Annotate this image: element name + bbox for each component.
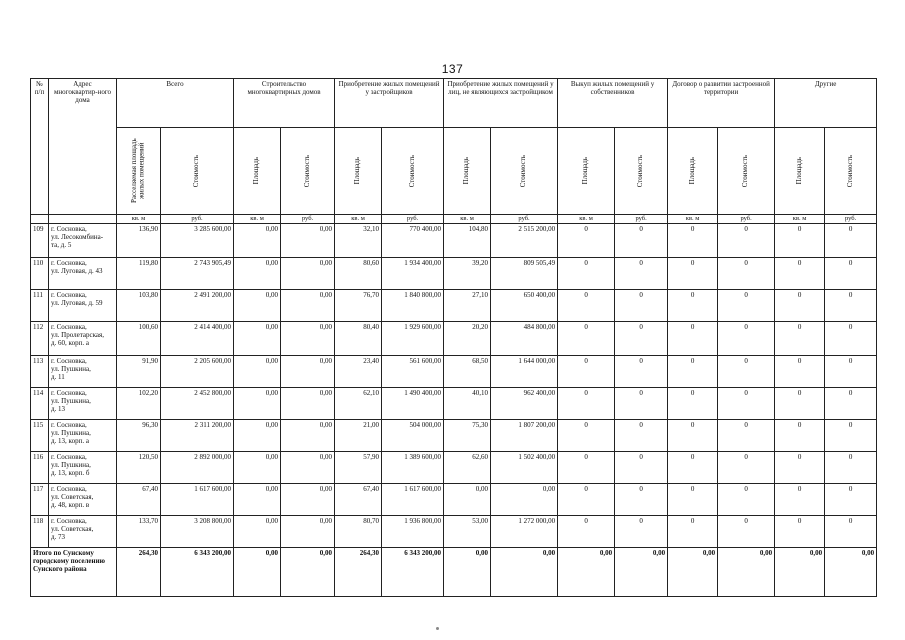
row-value: 0 <box>825 356 877 388</box>
row-value: 0 <box>775 420 825 452</box>
row-value: 0 <box>615 356 668 388</box>
row-value: 1 617 600,00 <box>382 484 444 516</box>
unit-cell: кв. м <box>117 215 161 224</box>
row-address: г. Сосновка, ул. Советская, д. 48, корп. в <box>49 484 117 516</box>
unit-cell: кв. м <box>775 215 825 224</box>
row-value: 39,20 <box>444 258 491 290</box>
row-value: 0 <box>615 258 668 290</box>
row-value: 0 <box>775 258 825 290</box>
row-value: 0 <box>718 258 775 290</box>
row-value: 57,90 <box>335 452 382 484</box>
total-label: Итого по Сунскому городскому поселению Сунского района <box>31 548 117 597</box>
unit-cell: кв. м <box>668 215 718 224</box>
total-value: 264,30 <box>117 548 161 597</box>
header-sub: Стоимость <box>161 128 234 215</box>
row-address: г. Сосновка, ул. Советская, д. 73 <box>49 516 117 548</box>
row-address: г. Сосновка, ул. Луговая, д. 59 <box>49 290 117 322</box>
row-value: 1 389 600,00 <box>382 452 444 484</box>
total-value: 0,00 <box>491 548 558 597</box>
total-value: 0,00 <box>558 548 615 597</box>
header-sub: Стоимость <box>491 128 558 215</box>
row-number: 109 <box>31 224 49 258</box>
header-group-development-contract: Договор о развитии застроенной территории <box>668 79 775 128</box>
header-group-purchase-other: Приобретение жилых помещений у лиц, не являющихся застройщиком <box>444 79 558 128</box>
row-value: 0,00 <box>234 484 281 516</box>
row-address: г. Сосновка, ул. Луговая, д. 43 <box>49 258 117 290</box>
row-value: 770 400,00 <box>382 224 444 258</box>
row-value: 0,00 <box>491 484 558 516</box>
table-row <box>31 290 877 322</box>
row-value: 0 <box>558 388 615 420</box>
row-value: 53,00 <box>444 516 491 548</box>
row-value: 0 <box>775 290 825 322</box>
unit-cell: кв. м <box>444 215 491 224</box>
table-row <box>31 452 877 484</box>
row-value: 0 <box>718 322 775 356</box>
header-group-row <box>31 79 877 128</box>
row-value: 0 <box>775 452 825 484</box>
row-number: 114 <box>31 388 49 420</box>
row-value: 0 <box>718 452 775 484</box>
row-value: 0 <box>615 484 668 516</box>
table-row <box>31 420 877 452</box>
row-value: 40,10 <box>444 388 491 420</box>
row-address: г. Сосновка, ул. Лесокомбина- та, д. 5 <box>49 224 117 258</box>
row-value: 0 <box>668 388 718 420</box>
header-sub: Площадь <box>335 128 382 215</box>
row-value: 0 <box>718 516 775 548</box>
row-value: 0,00 <box>234 356 281 388</box>
unit-cell: руб. <box>718 215 775 224</box>
header-sub: Площадь <box>234 128 281 215</box>
row-value: 0 <box>615 224 668 258</box>
row-value: 0 <box>775 484 825 516</box>
row-value: 2 205 600,00 <box>161 356 234 388</box>
row-value: 91,90 <box>117 356 161 388</box>
row-value: 0,00 <box>234 224 281 258</box>
row-value: 133,70 <box>117 516 161 548</box>
row-address: г. Сосновка, ул. Пушкина, д. 13, корп. а <box>49 420 117 452</box>
row-address: г. Сосновка, ул. Пушкина, д. 13, корп. б <box>49 452 117 484</box>
row-value: 102,20 <box>117 388 161 420</box>
total-value: 0,00 <box>775 548 825 597</box>
row-value: 1 840 800,00 <box>382 290 444 322</box>
row-value: 2 892 000,00 <box>161 452 234 484</box>
header-sub: Расселяемая площадь жилых помещений <box>117 128 161 215</box>
row-value: 0 <box>558 516 615 548</box>
row-value: 0 <box>558 322 615 356</box>
row-value: 0 <box>615 420 668 452</box>
row-value: 0 <box>718 388 775 420</box>
row-value: 0 <box>825 322 877 356</box>
row-number: 118 <box>31 516 49 548</box>
row-value: 561 600,00 <box>382 356 444 388</box>
row-value: 0 <box>825 388 877 420</box>
row-address: г. Сосновка, ул. Пушкина, д. 11 <box>49 356 117 388</box>
row-value: 0 <box>825 290 877 322</box>
unit-cell: руб. <box>382 215 444 224</box>
row-value: 80,70 <box>335 516 382 548</box>
row-value: 809 505,49 <box>491 258 558 290</box>
row-value: 2 743 905,49 <box>161 258 234 290</box>
header-group-total: Всего <box>117 79 234 128</box>
row-value: 0,00 <box>281 356 335 388</box>
row-value: 0 <box>775 516 825 548</box>
row-value: 0,00 <box>234 516 281 548</box>
row-value: 20,20 <box>444 322 491 356</box>
row-value: 104,80 <box>444 224 491 258</box>
unit-cell: кв. м <box>558 215 615 224</box>
row-value: 1 807 200,00 <box>491 420 558 452</box>
row-value: 0 <box>615 388 668 420</box>
header-sub: Площадь <box>775 128 825 215</box>
row-value: 0 <box>558 290 615 322</box>
row-value: 0 <box>825 258 877 290</box>
row-value: 136,90 <box>117 224 161 258</box>
row-value: 0 <box>775 388 825 420</box>
row-value: 119,80 <box>117 258 161 290</box>
total-value: 0,00 <box>615 548 668 597</box>
total-value: 0,00 <box>718 548 775 597</box>
row-value: 0 <box>825 452 877 484</box>
table-row <box>31 484 877 516</box>
row-value: 0 <box>558 258 615 290</box>
row-value: 1 644 000,00 <box>491 356 558 388</box>
row-value: 0 <box>718 356 775 388</box>
table-row <box>31 322 877 356</box>
row-value: 0,00 <box>234 258 281 290</box>
total-row <box>31 548 877 597</box>
row-value: 650 400,00 <box>491 290 558 322</box>
row-value: 62,10 <box>335 388 382 420</box>
total-value: 0,00 <box>234 548 281 597</box>
row-value: 2 452 800,00 <box>161 388 234 420</box>
unit-cell: руб. <box>281 215 335 224</box>
unit-cell: руб. <box>161 215 234 224</box>
page-number: 137 <box>441 62 464 76</box>
row-value: 0 <box>668 356 718 388</box>
row-value: 1 490 400,00 <box>382 388 444 420</box>
row-value: 0 <box>558 420 615 452</box>
row-value: 0,00 <box>281 224 335 258</box>
row-value: 0 <box>668 224 718 258</box>
row-value: 0 <box>558 484 615 516</box>
header-sub: Стоимость <box>382 128 444 215</box>
row-value: 0 <box>668 258 718 290</box>
row-number: 110 <box>31 258 49 290</box>
header-num: № п/п <box>31 79 49 215</box>
row-value: 0,00 <box>281 258 335 290</box>
row-value: 0 <box>615 290 668 322</box>
row-value: 0 <box>825 484 877 516</box>
total-value: 6 343 200,00 <box>382 548 444 597</box>
row-value: 0,00 <box>281 388 335 420</box>
header-group-purchase-developer: Приобретение жилых помещений у застройщиков <box>335 79 444 128</box>
row-value: 0,00 <box>234 322 281 356</box>
row-value: 23,40 <box>335 356 382 388</box>
table-row <box>31 388 877 420</box>
row-value: 0,00 <box>281 452 335 484</box>
header-group-other: Другие <box>775 79 877 128</box>
row-value: 0,00 <box>281 420 335 452</box>
row-value: 0 <box>615 452 668 484</box>
row-value: 0,00 <box>281 484 335 516</box>
row-value: 1 617 600,00 <box>161 484 234 516</box>
total-value: 264,30 <box>335 548 382 597</box>
row-number: 117 <box>31 484 49 516</box>
row-value: 1 502 400,00 <box>491 452 558 484</box>
row-value: 2 414 400,00 <box>161 322 234 356</box>
row-number: 112 <box>31 322 49 356</box>
header-group-construction: Строительство многоквартирных домов <box>234 79 335 128</box>
header-sub-row <box>31 128 877 215</box>
row-value: 0,00 <box>444 484 491 516</box>
row-value: 0 <box>558 356 615 388</box>
row-value: 0,00 <box>234 290 281 322</box>
unit-cell: кв. м <box>335 215 382 224</box>
row-value: 27,10 <box>444 290 491 322</box>
table-row <box>31 516 877 548</box>
scan-speck <box>436 627 439 630</box>
row-number: 116 <box>31 452 49 484</box>
row-value: 0 <box>668 290 718 322</box>
row-value: 21,00 <box>335 420 382 452</box>
row-number: 111 <box>31 290 49 322</box>
table-body <box>31 215 877 597</box>
row-value: 0,00 <box>234 420 281 452</box>
row-value: 0 <box>558 452 615 484</box>
row-value: 0,00 <box>281 290 335 322</box>
row-value: 0 <box>668 516 718 548</box>
row-value: 0 <box>825 224 877 258</box>
table-row <box>31 356 877 388</box>
total-value: 0,00 <box>281 548 335 597</box>
row-value: 0,00 <box>234 388 281 420</box>
row-value: 0 <box>558 224 615 258</box>
row-number: 115 <box>31 420 49 452</box>
row-value: 2 491 200,00 <box>161 290 234 322</box>
header-group-buyout: Выкуп жилых помещений у собственников <box>558 79 668 128</box>
row-value: 0 <box>668 452 718 484</box>
row-value: 962 400,00 <box>491 388 558 420</box>
header-address: Адрес многоквартир-ного дома <box>49 79 117 215</box>
total-value: 0,00 <box>668 548 718 597</box>
row-value: 75,30 <box>444 420 491 452</box>
row-value: 0 <box>615 516 668 548</box>
row-value: 1 272 000,00 <box>491 516 558 548</box>
row-value: 0 <box>825 420 877 452</box>
row-value: 0 <box>668 322 718 356</box>
row-value: 1 929 600,00 <box>382 322 444 356</box>
table-row <box>31 258 877 290</box>
row-value: 67,40 <box>335 484 382 516</box>
row-value: 80,40 <box>335 322 382 356</box>
row-address: г. Сосновка, ул. Пушкина, д. 13 <box>49 388 117 420</box>
header-sub: Стоимость <box>825 128 877 215</box>
row-value: 68,50 <box>444 356 491 388</box>
row-number: 113 <box>31 356 49 388</box>
row-value: 484 800,00 <box>491 322 558 356</box>
unit-cell: кв. м <box>234 215 281 224</box>
row-value: 0 <box>718 290 775 322</box>
row-value: 103,80 <box>117 290 161 322</box>
row-value: 3 285 600,00 <box>161 224 234 258</box>
units-row <box>31 215 877 224</box>
row-value: 67,40 <box>117 484 161 516</box>
row-value: 504 000,00 <box>382 420 444 452</box>
header-sub: Площадь <box>444 128 491 215</box>
row-value: 0 <box>718 420 775 452</box>
row-value: 2 515 200,00 <box>491 224 558 258</box>
row-value: 1 936 800,00 <box>382 516 444 548</box>
row-value: 0 <box>775 224 825 258</box>
row-value: 0 <box>718 224 775 258</box>
row-value: 0 <box>775 322 825 356</box>
row-value: 3 208 800,00 <box>161 516 234 548</box>
row-value: 0 <box>825 516 877 548</box>
row-value: 80,60 <box>335 258 382 290</box>
header-sub: Стоимость <box>281 128 335 215</box>
total-value: 6 343 200,00 <box>161 548 234 597</box>
row-value: 0 <box>668 420 718 452</box>
total-value: 0,00 <box>444 548 491 597</box>
header-sub: Площадь <box>668 128 718 215</box>
unit-cell: руб. <box>491 215 558 224</box>
row-value: 1 934 400,00 <box>382 258 444 290</box>
row-value: 120,50 <box>117 452 161 484</box>
header-sub: Стоимость <box>718 128 775 215</box>
row-value: 32,10 <box>335 224 382 258</box>
header-sub: Площадь <box>558 128 615 215</box>
unit-cell: руб. <box>615 215 668 224</box>
table-row <box>31 224 877 258</box>
row-value: 0 <box>615 322 668 356</box>
resettlement-table <box>30 78 877 597</box>
row-value: 0,00 <box>234 452 281 484</box>
unit-cell: руб. <box>825 215 877 224</box>
row-value: 0 <box>775 356 825 388</box>
row-value: 0,00 <box>281 322 335 356</box>
row-value: 100,60 <box>117 322 161 356</box>
row-address: г. Сосновка, ул. Пролетарская, д. 60, корп. а <box>49 322 117 356</box>
row-value: 76,70 <box>335 290 382 322</box>
row-value: 2 311 200,00 <box>161 420 234 452</box>
header-sub: Стоимость <box>615 128 668 215</box>
row-value: 96,30 <box>117 420 161 452</box>
row-value: 0 <box>718 484 775 516</box>
total-value: 0,00 <box>825 548 877 597</box>
row-value: 62,60 <box>444 452 491 484</box>
row-value: 0 <box>668 484 718 516</box>
row-value: 0,00 <box>281 516 335 548</box>
